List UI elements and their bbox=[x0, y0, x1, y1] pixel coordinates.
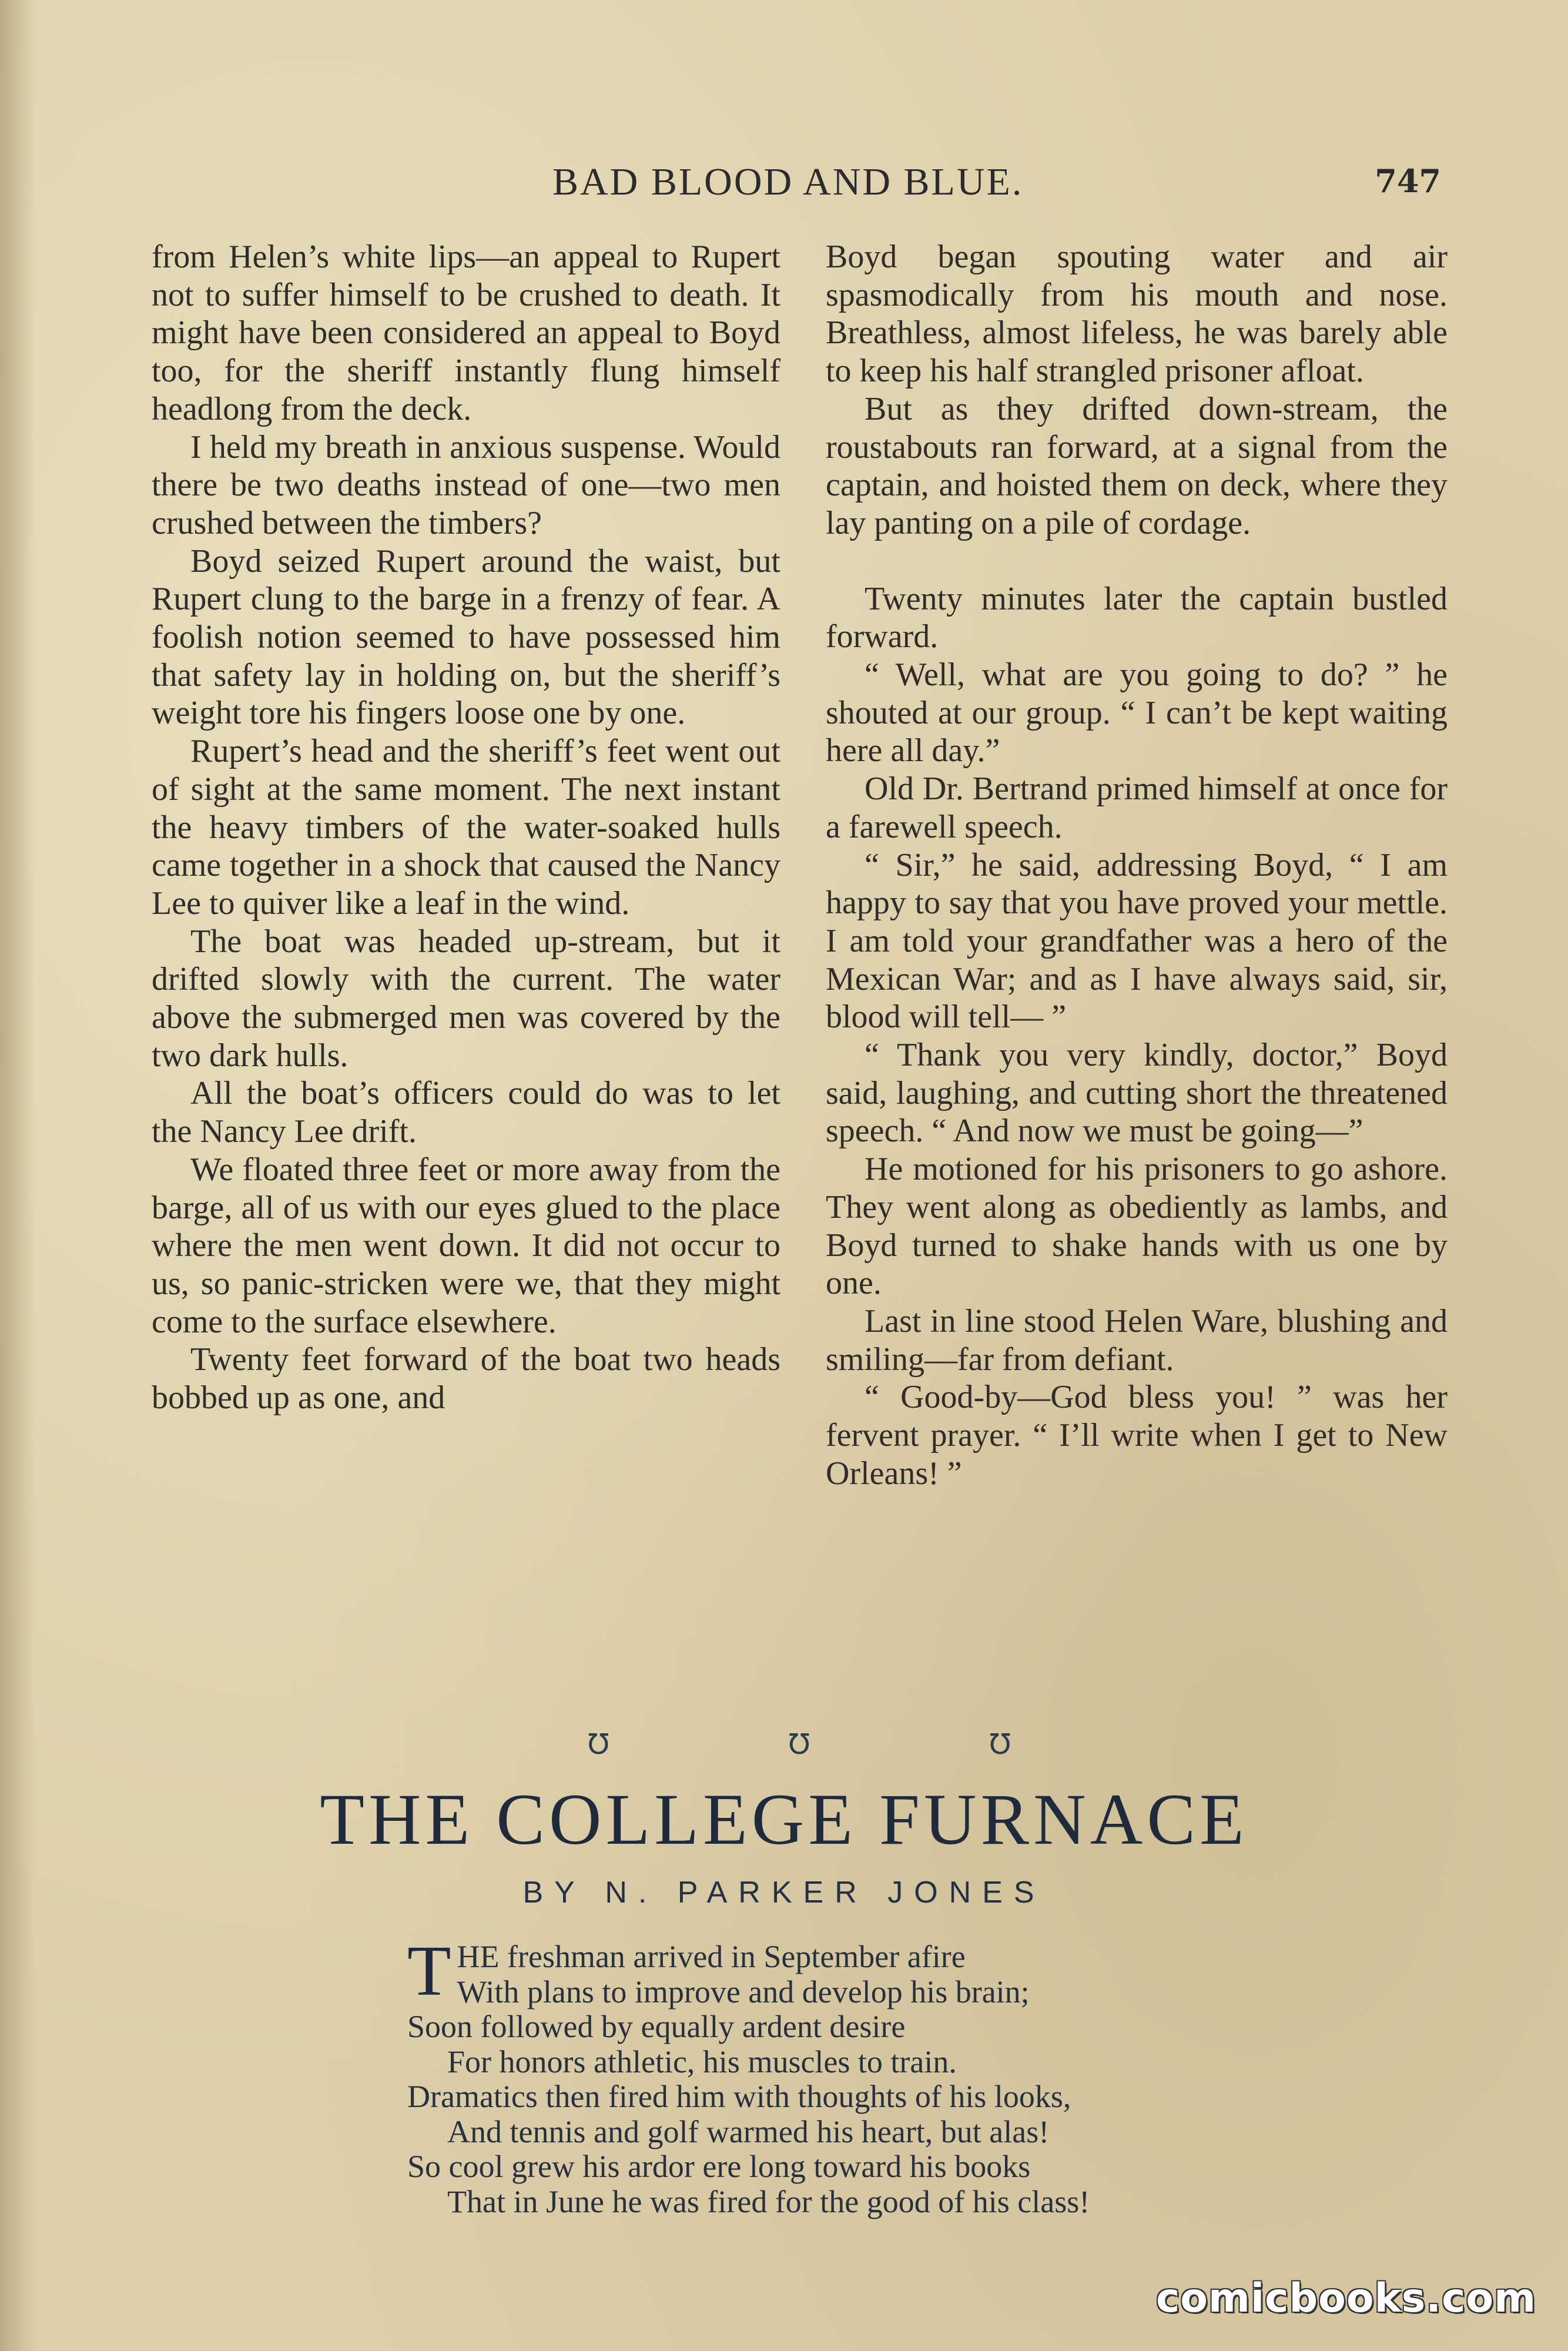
poem-line: HE freshman arrived in September afire bbox=[457, 1939, 966, 1974]
ornament-icon: Ʊ bbox=[588, 1728, 609, 1761]
poem-line: Soon followed by equally ardent desire bbox=[407, 2009, 906, 2044]
paragraph: But as they drifted down-stream, the roustabouts ran forward, at a signal from the captain, and hoisted them on deck, where they lay panting on a pile of cordage. bbox=[826, 390, 1448, 541]
paragraph: He motioned for his prisoners to go ashore. They went along as obediently as lambs, and Boyd turned to shake hands with us one by one. bbox=[826, 1151, 1448, 1302]
paragraph: The boat was headed up-stream, but it drifted slowly with the current. The water above the submerged men was covered by the two dark hulls. bbox=[152, 923, 780, 1074]
poem-line: So cool grew his ardor ere long toward his books bbox=[407, 2149, 1031, 2184]
paragraph: “ Good-by—God bless you! ” was her fervent prayer. “ I’ll write when I get to New Orleans! ” bbox=[826, 1379, 1448, 1492]
paragraph: “ Sir,” he said, addressing Boyd, “ I am happy to say that you have proved your mettle. I am told your grandfather was a hero of the Mexican War; and as I have always said, sir, blood will tell— ” bbox=[826, 846, 1448, 1036]
poem-body bbox=[407, 1931, 1348, 2219]
paragraph: Twenty minutes later the captain bustled forward. bbox=[826, 580, 1448, 655]
ornament-icon: Ʊ bbox=[989, 1728, 1011, 1761]
paragraph: “ Thank you very kindly, doctor,” Boyd said, laughing, and cutting short the threatened speech. “ And now we must be going—” bbox=[826, 1037, 1448, 1150]
running-head bbox=[0, 160, 1568, 207]
watermark-logo: comicbooks.com bbox=[1155, 2275, 1536, 2322]
paragraph: Boyd seized Rupert around the waist, but Rupert clung to the barge in a frenzy of fear. A foolish notion seemed to have possessed him that safety lay in holding on, but the sheriff’s weight tore his fingers loose one by one. bbox=[152, 542, 780, 732]
poem-line: With plans to improve and develop his brain; bbox=[457, 1974, 1030, 2010]
poem-line: That in June he was fired for the good of his class! bbox=[447, 2183, 1090, 2219]
paragraph: Twenty feet forward of the boat two heads bobbed up as one, and bbox=[152, 1341, 780, 1416]
paragraph: We floated three feet or more away from the barge, all of us with our eyes glued to the place where the men went down. It did not occur to us, so panic-stricken were we, that they might come to the surface elsewhere. bbox=[152, 1151, 780, 1340]
paragraph: Old Dr. Bertrand primed himself at once for a farewell speech. bbox=[826, 771, 1448, 845]
page-edge-shadow bbox=[0, 0, 35, 2351]
poem-byline: BY N. PARKER JONES bbox=[522, 1876, 1046, 1910]
drop-cap: T bbox=[407, 1931, 451, 2011]
poem-title: THE COLLEGE FURNACE bbox=[320, 1779, 1248, 1860]
poem-line: Dramatics then fired him with thoughts of his looks, bbox=[407, 2079, 1071, 2114]
paragraph: Last in line stood Helen Ware, blushing and smiling—far from defiant. bbox=[826, 1302, 1448, 1378]
paragraph: from Helen’s white lips—an appeal to Rupert not to suffer himself to be crushed to death. It might have been considered an appeal to Boyd too, for the sheriff instantly flung himself headlong from the deck. bbox=[152, 239, 780, 427]
paragraph: Rupert’s head and the sheriff’s feet went out of sight at the same moment. The next instant the heavy timbers of the water-soaked hulls came together in a shock that caused the Nancy Lee to quiver like a leaf in the wind. bbox=[152, 733, 780, 922]
paragraph: “ Well, what are you going to do? ” he shouted at our group. “ I can’t be kept waiting here all day.” bbox=[826, 657, 1448, 769]
poem-line: And tennis and golf warmed his heart, but alas! bbox=[447, 2114, 1050, 2149]
ornament-icon: Ʊ bbox=[788, 1728, 810, 1761]
paragraph: All the boat’s officers could do was to let the Nancy Lee drift. bbox=[152, 1075, 780, 1150]
section-ornaments bbox=[588, 1728, 1011, 1763]
running-title: BAD BLOOD AND BLUE. bbox=[552, 160, 1024, 203]
right-text-column bbox=[826, 238, 1448, 1493]
poem-line: For honors athletic, his muscles to train. bbox=[447, 2044, 957, 2079]
left-text-column bbox=[152, 238, 780, 1417]
page-number: 747 bbox=[1375, 162, 1441, 200]
paragraph: I held my breath in anxious suspense. Would there be two deaths instead of one—two men crushed between the timbers? bbox=[152, 428, 780, 541]
paragraph: Boyd began spouting water and air spasmodically from his mouth and nose. Breathless, almost lifeless, he was barely able to keep his half strangled prisoner afloat. bbox=[826, 239, 1448, 390]
